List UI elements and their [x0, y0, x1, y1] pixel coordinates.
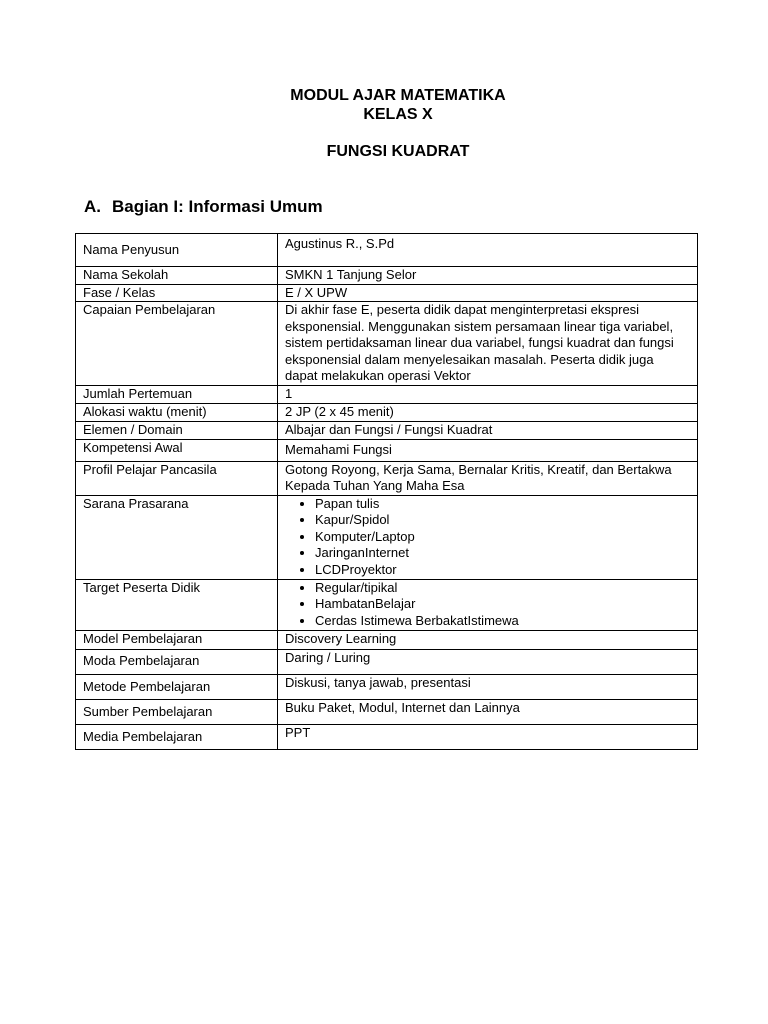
- row-value: 2 JP (2 x 45 menit): [278, 403, 698, 421]
- row-elemen-domain: [76, 421, 698, 439]
- row-value: Gotong Royong, Kerja Sama, Bernalar Kritis, Kreatif, dan Bertakwa Kepada Tuhan Yang Maha Esa: [278, 461, 698, 495]
- row-model-pembelajaran: [76, 630, 698, 649]
- row-value: Buku Paket, Modul, Internet dan Lainnya: [278, 699, 698, 724]
- document-class: KELAS X: [363, 106, 433, 123]
- section-title: Bagian I: Informasi Umum: [112, 197, 323, 216]
- sarana-list: [285, 496, 689, 579]
- document-header: [0, 86, 768, 161]
- general-info-table: [75, 233, 698, 750]
- row-kompetensi-awal: [76, 439, 698, 461]
- row-label: Sarana Prasarana: [76, 495, 278, 579]
- row-value: Agustinus R., S.Pd: [278, 234, 698, 267]
- target-list: [285, 580, 689, 630]
- row-sarana-prasarana: [76, 495, 698, 579]
- row-value: E / X UPW: [278, 284, 698, 302]
- section-heading: [84, 197, 323, 217]
- row-label: Jumlah Pertemuan: [76, 385, 278, 403]
- row-nama-penyusun: [76, 234, 698, 267]
- row-nama-sekolah: [76, 267, 698, 285]
- row-media-pembelajaran: [76, 724, 698, 749]
- section-letter: A.: [84, 197, 101, 216]
- row-capaian-pembelajaran: [76, 302, 698, 386]
- row-value: Albajar dan Fungsi / Fungsi Kuadrat: [278, 421, 698, 439]
- document-topic: FUNGSI KUADRAT: [326, 143, 470, 160]
- row-moda-pembelajaran: [76, 649, 698, 674]
- row-value: PPT: [278, 724, 698, 749]
- row-value: Diskusi, tanya jawab, presentasi: [278, 674, 698, 699]
- row-metode-pembelajaran: [76, 674, 698, 699]
- row-label: Nama Penyusun: [76, 234, 278, 267]
- row-label: Capaian Pembelajaran: [76, 302, 278, 386]
- row-label: Model Pembelajaran: [76, 630, 278, 649]
- row-value: Daring / Luring: [278, 649, 698, 674]
- row-target-peserta-didik: [76, 579, 698, 630]
- row-value: SMKN 1 Tanjung Selor: [278, 267, 698, 285]
- row-label: Fase / Kelas: [76, 284, 278, 302]
- list-item: • Komputer/Laptop: [315, 529, 689, 546]
- document-title: MODUL AJAR MATEMATIKA: [290, 87, 506, 104]
- row-jumlah-pertemuan: [76, 385, 698, 403]
- list-item: • JaringanInternet: [315, 545, 689, 562]
- row-profil-pelajar-pancasila: [76, 461, 698, 495]
- list-item: • Regular/tipikal: [315, 580, 689, 597]
- list-item: • Papan tulis: [315, 496, 689, 513]
- general-info-body: [76, 234, 698, 750]
- row-sumber-pembelajaran: [76, 699, 698, 724]
- row-label: Elemen / Domain: [76, 421, 278, 439]
- row-value: Memahami Fungsi: [278, 439, 698, 461]
- row-value: Discovery Learning: [278, 630, 698, 649]
- row-label: Media Pembelajaran: [76, 724, 278, 749]
- row-alokasi-waktu: [76, 403, 698, 421]
- list-item: • HambatanBelajar: [315, 596, 689, 613]
- row-label: Moda Pembelajaran: [76, 649, 278, 674]
- row-fase-kelas: [76, 284, 698, 302]
- row-label: Profil Pelajar Pancasila: [76, 461, 278, 495]
- row-label: Kompetensi Awal: [76, 439, 278, 461]
- row-value: Di akhir fase E, peserta didik dapat menginterpretasi ekspresi eksponensial. Menggunakan sistem persamaan linear tiga variabel, sistem pertidaksaman linear dua variabel, fungsi kuadrat dan fungsi eksponensial dalam menyelesaikan masalah. Peserta didik juga dapat melakukan operasi Vektor: [278, 302, 698, 386]
- row-label: Nama Sekolah: [76, 267, 278, 285]
- row-label: Metode Pembelajaran: [76, 674, 278, 699]
- row-label: Alokasi waktu (menit): [76, 403, 278, 421]
- list-item: • Kapur/Spidol: [315, 512, 689, 529]
- row-value: 1: [278, 385, 698, 403]
- row-label: Target Peserta Didik: [76, 579, 278, 630]
- row-label: Sumber Pembelajaran: [76, 699, 278, 724]
- list-item: • Cerdas Istimewa BerbakatIstimewa: [315, 613, 689, 630]
- row-value: [278, 495, 698, 579]
- list-item: • LCDProyektor: [315, 562, 689, 579]
- row-value: [278, 579, 698, 630]
- header-spacer: [0, 124, 768, 142]
